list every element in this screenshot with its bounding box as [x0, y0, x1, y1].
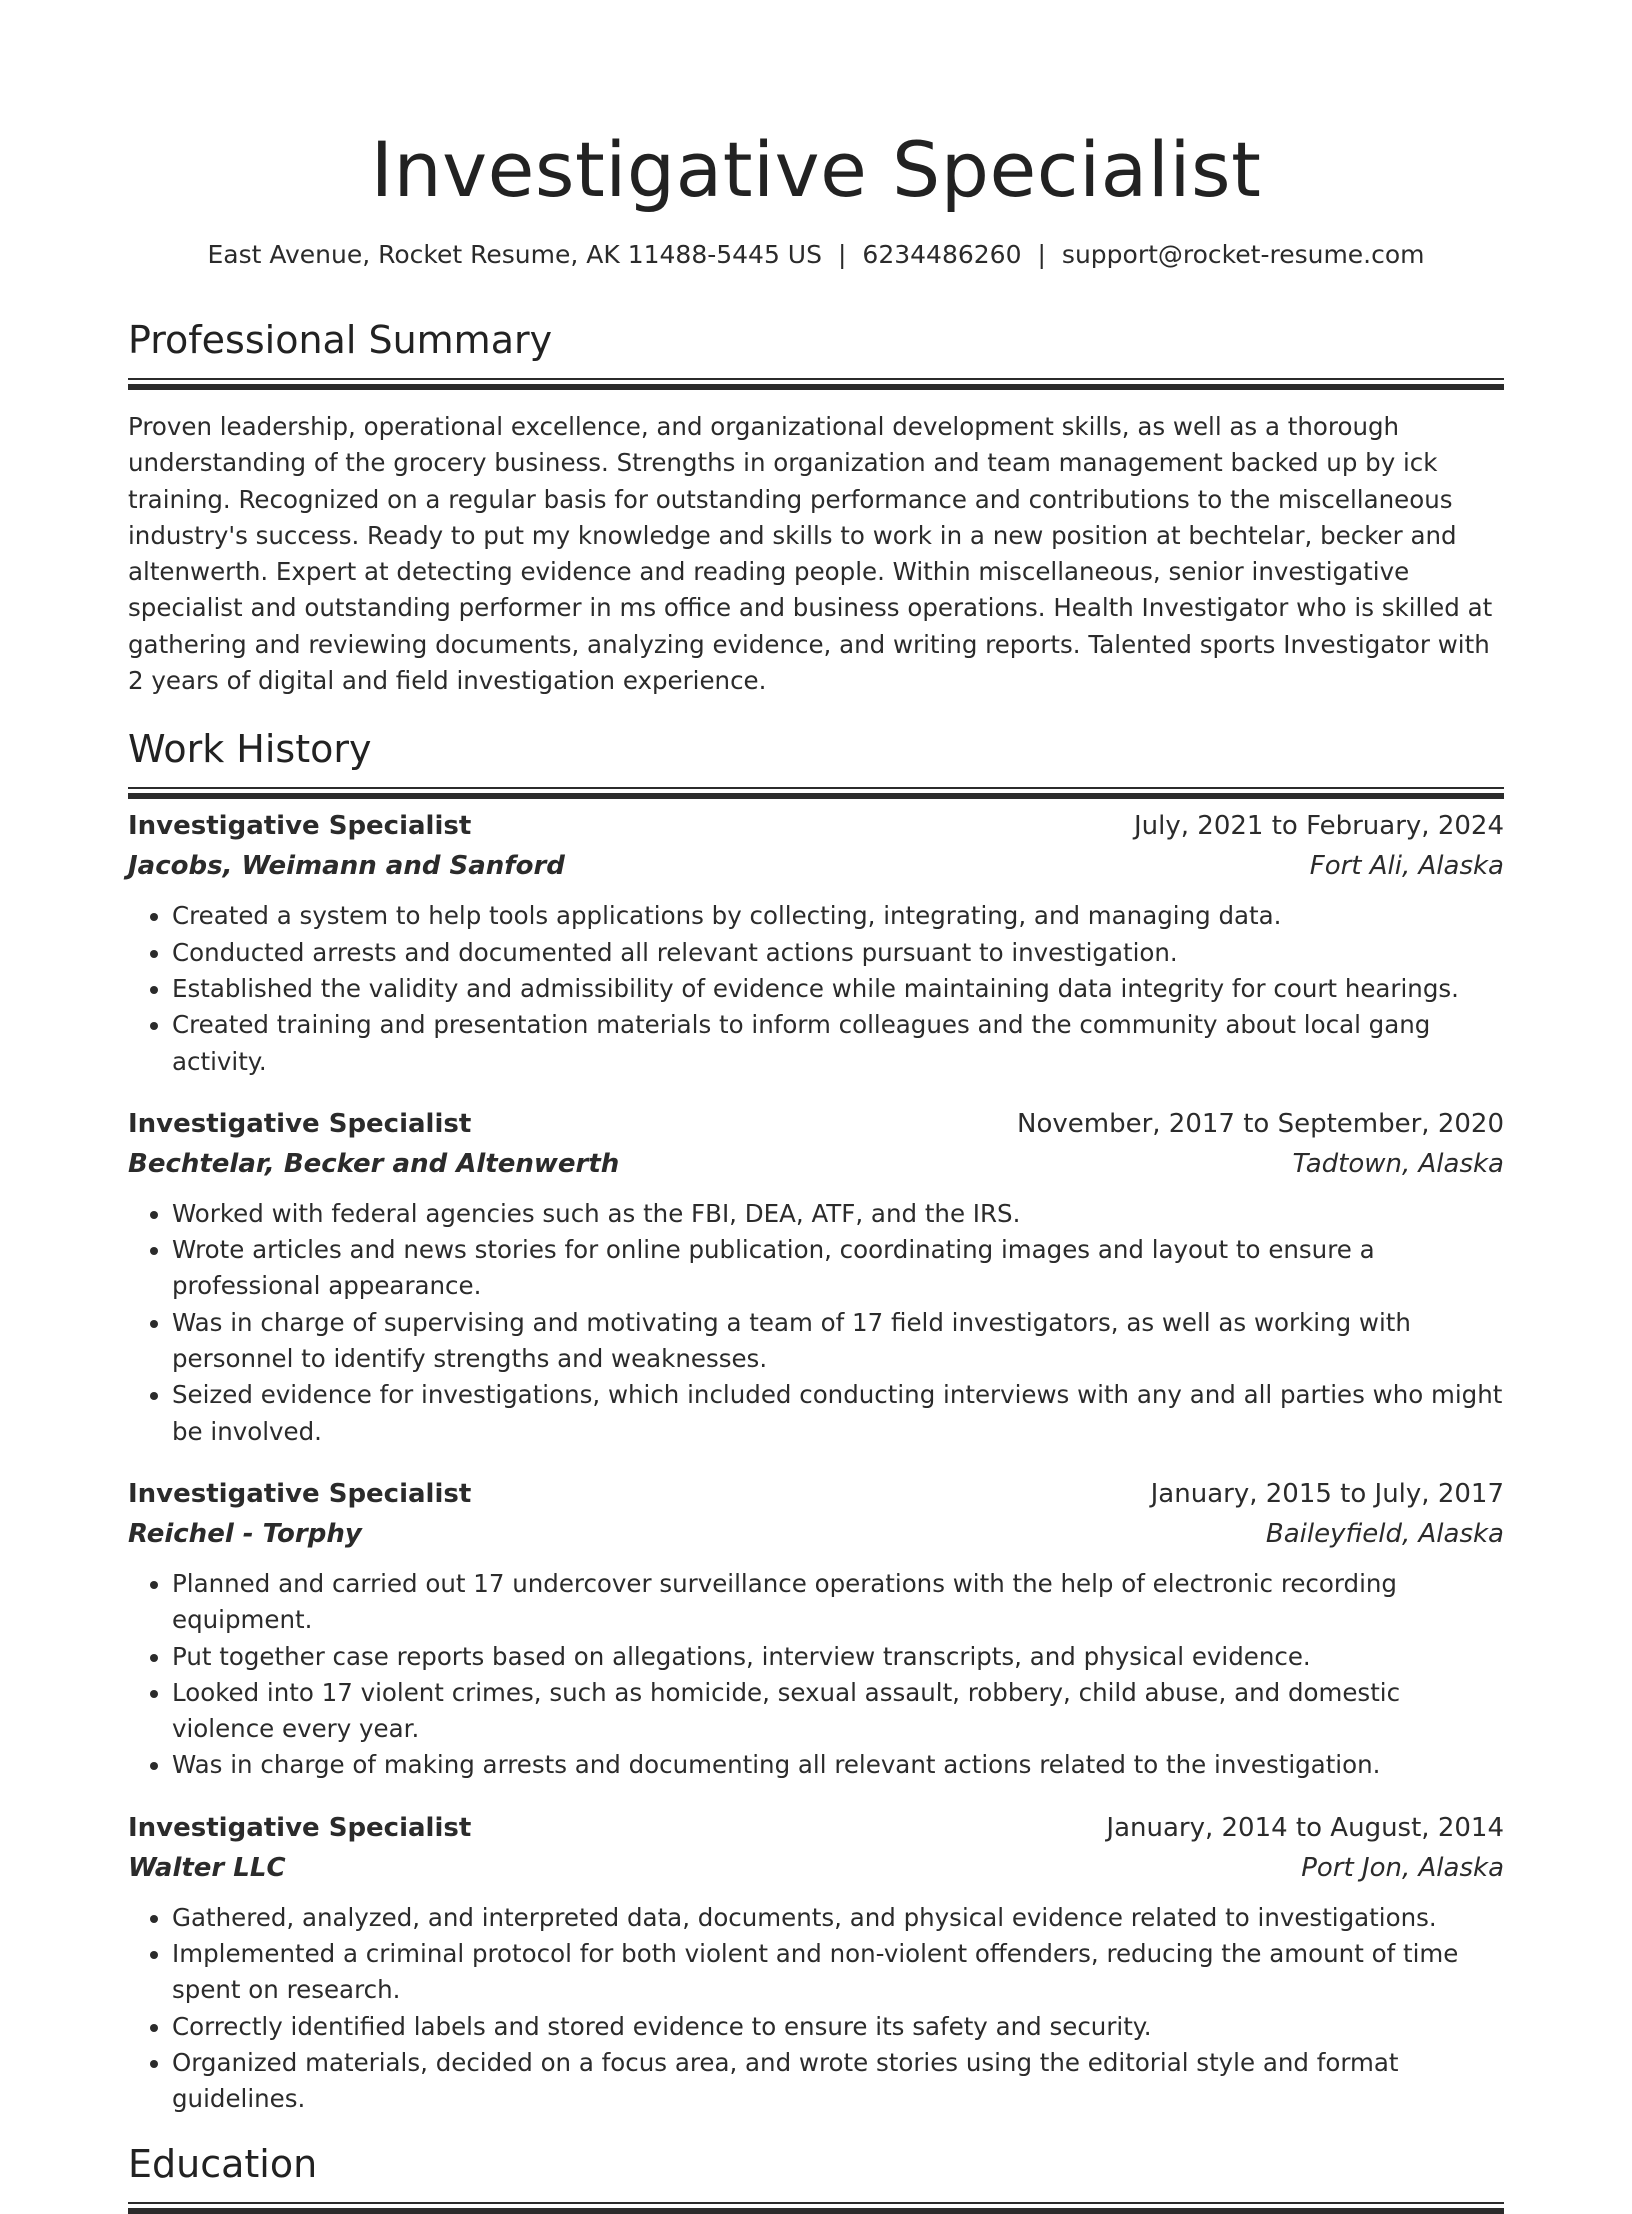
job-bullet-list — [128, 1566, 1504, 1784]
section-title-summary: Professional Summary — [128, 318, 553, 362]
job-dates: January, 2015 to July, 2017 — [1150, 1478, 1504, 1509]
job-bullet: • Wrote articles and news stories for online publication, coordinating images and layout to ensure a professional appearance. — [172, 1232, 1504, 1305]
job-entry — [128, 1808, 1504, 2118]
candidate-name: Investigative Specialist — [370, 125, 1262, 214]
job-bullet: • Gathered, analyzed, and interpreted data, documents, and physical evidence related to investigations. — [172, 1900, 1504, 1936]
job-subheader — [128, 846, 1504, 886]
job-title: Investigative Specialist — [128, 811, 472, 842]
job-bullet: • Was in charge of supervising and motivating a team of 17 field investigators, as well as working with personnel to identify strengths and weaknesses. — [172, 1305, 1504, 1378]
job-bullet: • Established the validity and admissibility of evidence while maintaining data integrity for court hearings. — [172, 971, 1504, 1007]
section-title-education: Education — [128, 2141, 318, 2186]
phone: 6234486260 — [862, 240, 1022, 269]
job-dates: January, 2014 to August, 2014 — [1106, 1812, 1504, 1843]
job-bullet-list — [128, 898, 1504, 1079]
address: East Avenue, Rocket Resume, AK 11488-5445 US — [207, 240, 822, 269]
job-bullet: • Correctly identified labels and stored evidence to ensure its safety and security. — [172, 2009, 1504, 2045]
job-bullet: • Organized materials, decided on a focus area, and wrote stories using the editorial style and format guidelines. — [172, 2045, 1504, 2118]
job-entry — [128, 806, 1504, 1079]
job-bullet: • Worked with federal agencies such as the FBI, DEA, ATF, and the IRS. — [172, 1196, 1504, 1232]
job-header — [128, 1808, 1504, 1848]
job-entry — [128, 1474, 1504, 1784]
section-divider — [128, 378, 1504, 380]
work-history-section — [128, 725, 1504, 2117]
job-bullet: • Implemented a criminal protocol for both violent and non-violent offenders, reducing the amount of time spent on research. — [172, 1936, 1504, 2009]
job-subheader — [128, 1144, 1504, 1184]
job-bullet: • Created a system to help tools applications by collecting, integrating, and managing data. — [172, 898, 1504, 934]
job-company: Jacobs, Weimann and Sanford — [128, 851, 565, 882]
job-bullet: • Looked into 17 violent crimes, such as homicide, sexual assault, robbery, child abuse, and domestic violence every year. — [172, 1675, 1504, 1748]
job-bullet: • Was in charge of making arrests and documenting all relevant actions related to the investigation. — [172, 1747, 1504, 1783]
job-company: Bechtelar, Becker and Altenwerth — [128, 1148, 620, 1179]
professional-summary-section — [128, 316, 1504, 699]
job-subheader — [128, 1848, 1504, 1888]
job-company: Walter LLC — [128, 1852, 286, 1883]
job-location: Baileyfield, Alaska — [1265, 1518, 1504, 1549]
job-bullet: • Conducted arrests and documented all relevant actions pursuant to investigation. — [172, 935, 1504, 971]
section-title-work-history: Work History — [128, 727, 372, 772]
job-location: Fort Ali, Alaska — [1309, 851, 1504, 882]
job-location: Tadtown, Alaska — [1292, 1148, 1504, 1179]
job-header — [128, 1474, 1504, 1514]
job-list — [128, 806, 1504, 2117]
job-bullet: • Created training and presentation materials to inform colleagues and the community about local gang activity. — [172, 1007, 1504, 1080]
section-divider — [128, 787, 1504, 789]
job-title: Investigative Specialist — [128, 1478, 472, 1509]
job-company: Reichel - Torphy — [128, 1518, 362, 1549]
contact-separator: | — [837, 240, 847, 269]
job-dates: July, 2021 to February, 2024 — [1134, 811, 1504, 842]
job-title: Investigative Specialist — [128, 1812, 472, 1843]
section-divider — [128, 2202, 1504, 2204]
job-bullet-list — [128, 1900, 1504, 2118]
job-location: Port Jon, Alaska — [1301, 1852, 1504, 1883]
job-header — [128, 1104, 1504, 1144]
resume-page — [128, 0, 1504, 2204]
contact-line — [128, 238, 1504, 272]
job-subheader — [128, 1514, 1504, 1554]
job-bullet: • Put together case reports based on allegations, interview transcripts, and physical evidence. — [172, 1639, 1504, 1675]
job-bullet-list — [128, 1196, 1504, 1450]
job-bullet: • Seized evidence for investigations, which included conducting interviews with any and all parties who might be involved. — [172, 1377, 1504, 1450]
email-link[interactable]: support@rocket-resume.com — [1061, 240, 1425, 269]
summary-text: Proven leadership, operational excellence, and organizational development skills, as well as a thorough understanding of the grocery business. Strengths in organization and team management backed up by ick training. Recognized on a regular basis for outstanding performance and contributions to the miscellaneous industry's success. Ready to put my knowledge and skills to work in a new position at bechtelar, becker and altenwerth. Expert at detecting evidence and reading people. Within miscellaneous, senior investigative specialist and outstanding performer in ms office and business operations. Health Investigator who is skilled at gathering and reviewing documents, analyzing evidence, and writing reports. Talented sports Investigator with 2 years of digital and field investigation experience. — [128, 412, 1493, 696]
job-header — [128, 806, 1504, 846]
education-section — [128, 2140, 1504, 2204]
contact-separator: | — [1037, 240, 1046, 269]
job-entry — [128, 1104, 1504, 1450]
job-title: Investigative Specialist — [128, 1108, 472, 1139]
job-bullet: • Planned and carried out 17 undercover surveillance operations with the help of electronic recording equipment. — [172, 1566, 1504, 1639]
job-dates: November, 2017 to September, 2020 — [1017, 1108, 1504, 1139]
